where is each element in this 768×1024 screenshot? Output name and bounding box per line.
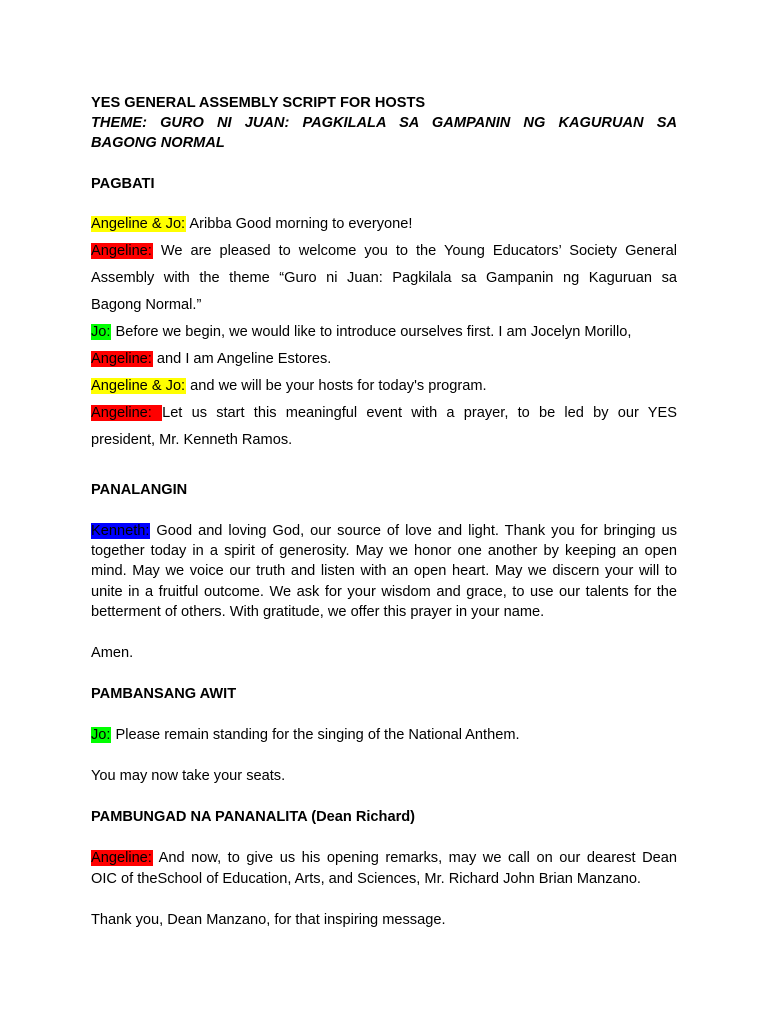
- script-line: [91, 400, 677, 454]
- prayer-text: Good and loving God, our source of love and light. Thank you for bringing us: [150, 523, 677, 539]
- script-line: [91, 725, 677, 745]
- document-theme: [91, 113, 677, 153]
- script-text: We are pleased to welcome you to the Young Educators’ Society General: [152, 243, 677, 259]
- prayer-line: together today in a spirit of generosity. May we honor one another by keeping an open: [91, 543, 677, 560]
- speaker-highlight: Angeline & Jo:: [91, 378, 186, 394]
- script-text-line: [91, 848, 677, 868]
- script-text: and we will be your hosts for today's program.: [186, 378, 487, 394]
- script-line: [91, 211, 677, 238]
- script-text: And now, to give us his opening remarks, may we call on our dearest Dean: [152, 850, 677, 867]
- speaker-highlight: Angeline & Jo:: [91, 216, 186, 232]
- prayer-amen: Amen.: [91, 645, 134, 662]
- script-line: [91, 238, 677, 319]
- speaker-highlight: Jo:: [91, 727, 111, 744]
- section-heading-pagbati: PAGBATI: [91, 176, 155, 192]
- speaker-highlight: Jo:: [91, 324, 111, 340]
- document-content: [91, 93, 677, 930]
- speaker-highlight: Kenneth:: [91, 523, 150, 539]
- script-text: Before we begin, we would like to introduce ourselves first. I am Jocelyn Morillo,: [111, 324, 632, 340]
- speaker-highlight: Angeline:: [91, 243, 152, 259]
- theme-line-1: THEME: GURO NI JUAN: PAGKILALA SA GAMPANIN NG KAGURUAN SA: [91, 115, 677, 131]
- prayer-line: unite in a fruitful outcome. We ask for your wisdom and grace, to use our talents for the: [91, 583, 677, 600]
- speaker-highlight: Angeline:: [91, 850, 152, 867]
- theme-line-2: BAGONG NORMAL: [91, 135, 225, 151]
- script-text-line: [91, 238, 677, 265]
- section-heading-panalangin: PANALANGIN: [91, 482, 188, 498]
- script-text-line: Assembly with the theme “Guro ni Juan: Pagkilala sa Gampanin ng Kaguruan sa: [91, 270, 677, 286]
- script-text: Let us start this meaningful event with a prayer, to be led by our YES: [162, 405, 677, 421]
- script-text-line: Bagong Normal.”: [91, 297, 202, 313]
- prayer-line: betterment of others. With gratitude, we offer this prayer in your name.: [91, 603, 545, 620]
- script-line: Thank you, Dean Manzano, for that inspiring message.: [91, 911, 446, 928]
- section-heading-pambansang-awit: PAMBANSANG AWIT: [91, 686, 237, 703]
- script-text: and I am Angeline Estores.: [152, 351, 332, 367]
- script-line: [91, 848, 677, 888]
- script-line: [91, 373, 677, 400]
- prayer-line: mind. May we voice our truth and listen with an open heart. May we discern your will to: [91, 563, 677, 580]
- script-text-line: OIC of theSchool of Education, Arts, and Sciences, Mr. Richard John Brian Manzano.: [91, 870, 641, 887]
- script-text: Please remain standing for the singing of the National Anthem.: [111, 727, 520, 744]
- prayer-paragraph: [91, 521, 677, 622]
- prayer-line: [91, 521, 677, 541]
- script-text: Aribba Good morning to everyone!: [186, 216, 413, 232]
- script-text-line: president, Mr. Kenneth Ramos.: [91, 432, 293, 448]
- script-line: You may now take your seats.: [91, 768, 286, 785]
- speaker-highlight: Angeline:: [91, 405, 162, 421]
- script-line: [91, 319, 677, 346]
- speaker-highlight: Angeline:: [91, 351, 152, 367]
- section-heading-pambungad: PAMBUNGAD NA PANANALITA (Dean Richard): [91, 809, 416, 826]
- script-text-line: [91, 400, 677, 427]
- script-line: [91, 346, 677, 373]
- document-title: YES GENERAL ASSEMBLY SCRIPT FOR HOSTS: [91, 95, 426, 111]
